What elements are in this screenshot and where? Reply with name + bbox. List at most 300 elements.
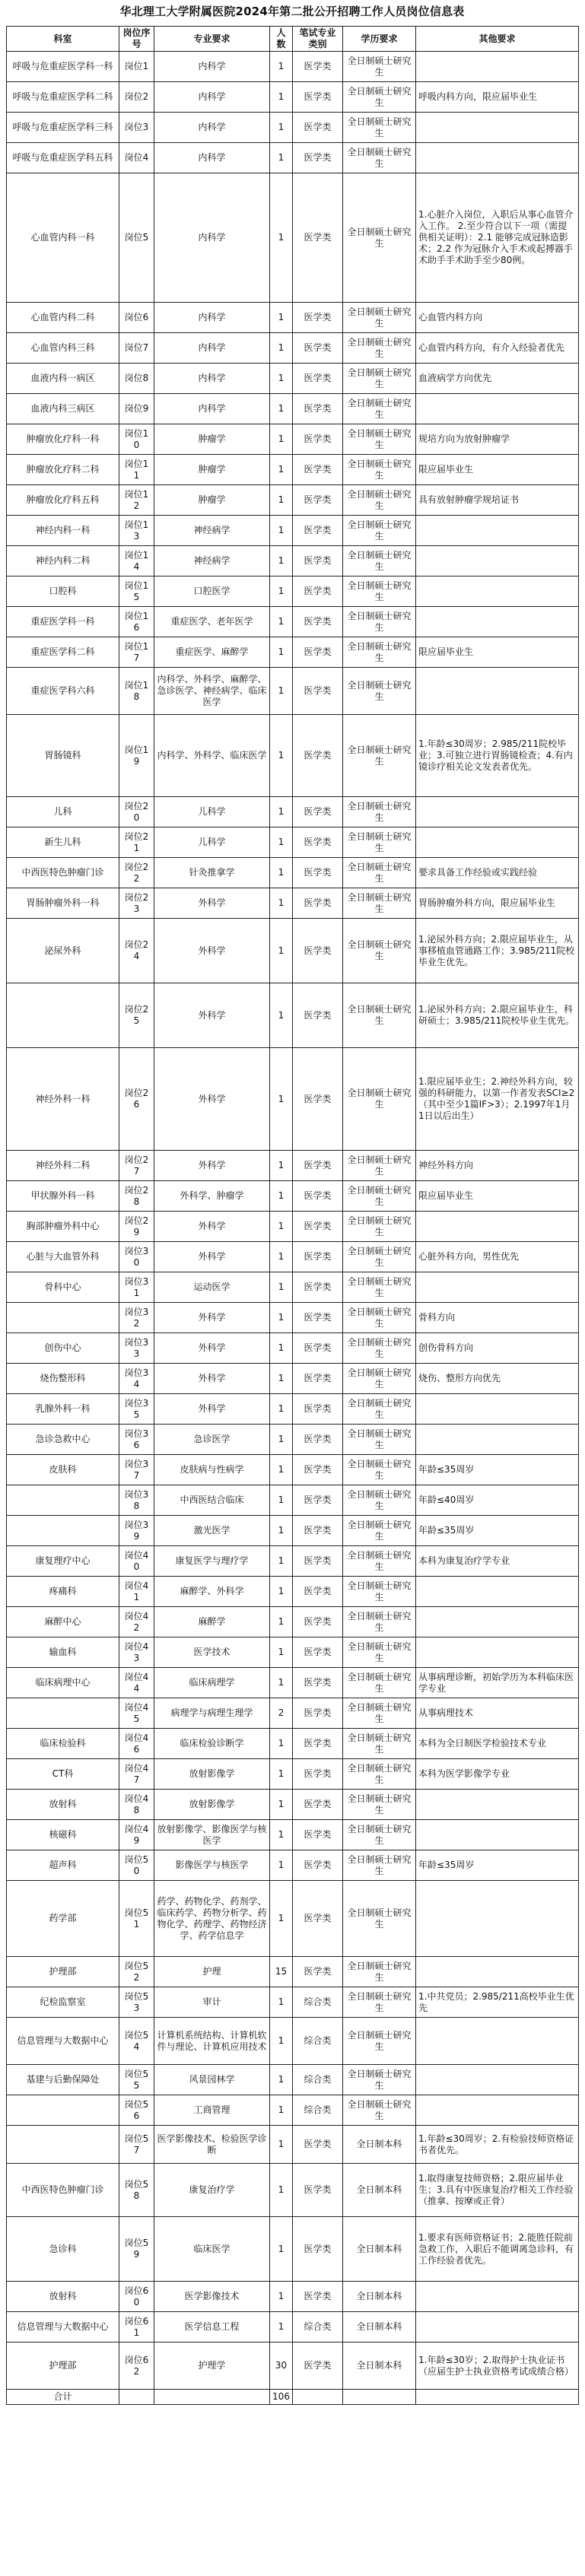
count-cell: 1 bbox=[270, 1181, 293, 1212]
exam-category-cell: 医学类 bbox=[293, 1425, 343, 1455]
exam-category-cell: 医学类 bbox=[293, 2343, 343, 2390]
table-row bbox=[7, 1729, 579, 1759]
department-cell: 肿瘤放化疗科一科 bbox=[7, 424, 119, 455]
department-cell: 基建与后勤保障处 bbox=[7, 2065, 119, 2095]
department-cell: 麻醉中心 bbox=[7, 1607, 119, 1637]
other-requirements-cell bbox=[416, 1425, 579, 1455]
exam-category-cell: 医学类 bbox=[293, 1333, 343, 1364]
table-row bbox=[7, 888, 579, 919]
post-number-cell: 岗位26 bbox=[119, 1048, 154, 1151]
education-cell: 全日制硕士研究生 bbox=[343, 1048, 416, 1151]
education-cell: 全日制硕士研究生 bbox=[343, 1151, 416, 1181]
exam-category-cell: 医学类 bbox=[293, 1516, 343, 1546]
post-number-cell: 岗位62 bbox=[119, 2343, 154, 2390]
department-cell: 胃肠肿瘤外科一科 bbox=[7, 888, 119, 919]
count-cell: 1 bbox=[270, 1364, 293, 1394]
department-cell: 核磁科 bbox=[7, 1820, 119, 1850]
post-number-cell: 岗位38 bbox=[119, 1485, 154, 1516]
education-cell: 全日制硕士研究生 bbox=[343, 1394, 416, 1425]
education-cell: 全日制硕士研究生 bbox=[343, 1759, 416, 1790]
other-requirements-cell: 1.心脏介入岗位，入职后从事心血管介入工作。 2.至少符合以下一项（需提供相关证明）：2.1 能够完成冠脉造影术；2.2 作为冠脉介入手术或起搏器手术助手手术助手至少80例。 bbox=[416, 173, 579, 303]
count-cell: 1 bbox=[270, 2065, 293, 2095]
department-cell: 甲状腺外科一科 bbox=[7, 1181, 119, 1212]
table-row bbox=[7, 303, 579, 333]
education-cell: 全日制硕士研究生 bbox=[343, 1637, 416, 1668]
table-row bbox=[7, 455, 579, 485]
post-number-cell: 岗位6 bbox=[119, 303, 154, 333]
exam-category-cell: 医学类 bbox=[293, 1212, 343, 1242]
count-cell: 1 bbox=[270, 113, 293, 143]
post-number-cell: 岗位15 bbox=[119, 577, 154, 607]
count-cell: 1 bbox=[270, 637, 293, 668]
table-row bbox=[7, 1242, 579, 1272]
other-requirements-cell: 年龄≤35周岁 bbox=[416, 1850, 579, 1881]
count-cell: 1 bbox=[270, 1303, 293, 1333]
exam-category-cell: 医学类 bbox=[293, 52, 343, 82]
post-number-cell: 岗位41 bbox=[119, 1577, 154, 1607]
total-blank-1 bbox=[119, 2390, 154, 2405]
department-cell: 重症医学科六科 bbox=[7, 668, 119, 715]
education-cell: 全日制硕士研究生 bbox=[343, 1790, 416, 1820]
exam-category-cell: 医学类 bbox=[293, 1455, 343, 1485]
other-requirements-cell: 1.中共党员；2.985/211高校毕业生优先 bbox=[416, 1987, 579, 2018]
education-cell: 全日制硕士研究生 bbox=[343, 2095, 416, 2126]
post-number-cell: 岗位34 bbox=[119, 1364, 154, 1394]
major-cell: 康复治疗学 bbox=[154, 2164, 270, 2217]
education-cell: 全日制硕士研究生 bbox=[343, 394, 416, 424]
department-cell: CT科 bbox=[7, 1759, 119, 1790]
education-cell: 全日制硕士研究生 bbox=[343, 1881, 416, 1957]
other-requirements-cell: 1.年龄≤30周岁；2.985/211院校毕业；3.可独立进行胃肠镜检查；4.有内镜诊疗相关论文发表者优先。 bbox=[416, 715, 579, 797]
exam-category-cell: 综合类 bbox=[293, 1987, 343, 2018]
count-cell: 1 bbox=[270, 1668, 293, 1698]
other-requirements-cell bbox=[416, 1394, 579, 1425]
count-cell: 1 bbox=[270, 1850, 293, 1881]
post-number-cell: 岗位49 bbox=[119, 1820, 154, 1850]
table-row bbox=[7, 1151, 579, 1181]
table-row bbox=[7, 2126, 579, 2164]
header-other-requirements: 其他要求 bbox=[416, 27, 579, 52]
post-number-cell: 岗位1 bbox=[119, 52, 154, 82]
table-row bbox=[7, 1668, 579, 1698]
major-cell: 风景园林学 bbox=[154, 2065, 270, 2095]
total-label: 合计 bbox=[7, 2390, 119, 2405]
education-cell: 全日制硕士研究生 bbox=[343, 52, 416, 82]
exam-category-cell: 医学类 bbox=[293, 303, 343, 333]
department-cell: 呼吸与危重症医学科一科 bbox=[7, 52, 119, 82]
exam-category-cell: 医学类 bbox=[293, 424, 343, 455]
post-number-cell: 岗位10 bbox=[119, 424, 154, 455]
major-cell: 重症医学、老年医学 bbox=[154, 607, 270, 637]
education-cell: 全日制硕士研究生 bbox=[343, 577, 416, 607]
other-requirements-cell bbox=[416, 2095, 579, 2126]
other-requirements-cell: 1.取得康复技师资格；2.限应届毕业生；3.具有中医康复治疗相关工作经验（推拿、按摩或正骨） bbox=[416, 2164, 579, 2217]
department-cell: 呼吸与危重症医学科五科 bbox=[7, 143, 119, 173]
exam-category-cell: 医学类 bbox=[293, 1151, 343, 1181]
total-blank-4 bbox=[343, 2390, 416, 2405]
table-row bbox=[7, 173, 579, 303]
exam-category-cell: 医学类 bbox=[293, 1364, 343, 1394]
other-requirements-cell: 心脏外科方向，男性优先 bbox=[416, 1242, 579, 1272]
post-number-cell: 岗位36 bbox=[119, 1425, 154, 1455]
other-requirements-cell: 烧伤、整形方向优先 bbox=[416, 1364, 579, 1394]
other-requirements-cell: 1.要求有医师资格证书；2.能胜任院前急救工作，入职后不能调离急诊科，有工作经验者优先。 bbox=[416, 2217, 579, 2282]
count-cell: 1 bbox=[270, 143, 293, 173]
major-cell: 麻醉学、外科学 bbox=[154, 1577, 270, 1607]
post-number-cell: 岗位30 bbox=[119, 1242, 154, 1272]
table-row bbox=[7, 1425, 579, 1455]
education-cell: 全日制硕士研究生 bbox=[343, 919, 416, 983]
major-cell: 外科学 bbox=[154, 1333, 270, 1364]
count-cell: 1 bbox=[270, 1987, 293, 2018]
exam-category-cell: 医学类 bbox=[293, 607, 343, 637]
count-cell: 1 bbox=[270, 1546, 293, 1577]
department-cell: 药学部 bbox=[7, 1881, 119, 1957]
header-major: 专业要求 bbox=[154, 27, 270, 52]
major-cell: 内科学、外科学、临床医学 bbox=[154, 715, 270, 797]
header-post-number: 岗位序号 bbox=[119, 27, 154, 52]
department-cell: 骨科中心 bbox=[7, 1272, 119, 1303]
table-row bbox=[7, 516, 579, 546]
exam-category-cell: 医学类 bbox=[293, 637, 343, 668]
table-row bbox=[7, 1577, 579, 1607]
exam-category-cell: 医学类 bbox=[293, 668, 343, 715]
education-cell: 全日制硕士研究生 bbox=[343, 637, 416, 668]
count-cell: 1 bbox=[270, 1485, 293, 1516]
department-cell: 神经外科一科 bbox=[7, 1048, 119, 1151]
education-cell: 全日制硕士研究生 bbox=[343, 1957, 416, 1987]
table-row bbox=[7, 113, 579, 143]
post-number-cell: 岗位12 bbox=[119, 485, 154, 516]
table-row bbox=[7, 1048, 579, 1151]
post-number-cell: 岗位5 bbox=[119, 173, 154, 303]
major-cell: 放射影像学 bbox=[154, 1790, 270, 1820]
education-cell: 全日制硕士研究生 bbox=[343, 113, 416, 143]
table-row bbox=[7, 546, 579, 577]
exam-category-cell: 医学类 bbox=[293, 1577, 343, 1607]
other-requirements-cell: 1.年龄≤30岁；2.取得护士执业证书（应届生护士执业资格考试成绩合格） bbox=[416, 2343, 579, 2390]
post-number-cell: 岗位46 bbox=[119, 1729, 154, 1759]
table-row bbox=[7, 485, 579, 516]
table-row bbox=[7, 1881, 579, 1957]
major-cell: 外科学 bbox=[154, 1048, 270, 1151]
major-cell: 护理 bbox=[154, 1957, 270, 1987]
post-number-cell: 岗位22 bbox=[119, 858, 154, 888]
department-cell: 护理部 bbox=[7, 2343, 119, 2390]
department-cell: 肿瘤放化疗科五科 bbox=[7, 485, 119, 516]
education-cell: 全日制硕士研究生 bbox=[343, 1425, 416, 1455]
exam-category-cell: 医学类 bbox=[293, 797, 343, 827]
other-requirements-cell: 从事病理诊断，初始学历为本科临床医学专业 bbox=[416, 1668, 579, 1698]
exam-category-cell: 医学类 bbox=[293, 715, 343, 797]
table-row bbox=[7, 2343, 579, 2390]
major-cell: 外科学、肿瘤学 bbox=[154, 1181, 270, 1212]
post-number-cell: 岗位39 bbox=[119, 1516, 154, 1546]
major-cell: 医学影像技术 bbox=[154, 2282, 270, 2312]
exam-category-cell: 综合类 bbox=[293, 2095, 343, 2126]
table-row bbox=[7, 2065, 579, 2095]
education-cell: 全日制硕士研究生 bbox=[343, 516, 416, 546]
post-number-cell: 岗位43 bbox=[119, 1637, 154, 1668]
table-row bbox=[7, 607, 579, 637]
other-requirements-cell: 年龄≤40周岁 bbox=[416, 1485, 579, 1516]
table-row bbox=[7, 1485, 579, 1516]
exam-category-cell: 医学类 bbox=[293, 1607, 343, 1637]
education-cell: 全日制硕士研究生 bbox=[343, 173, 416, 303]
department-cell: 放射科 bbox=[7, 2282, 119, 2312]
count-cell: 1 bbox=[270, 333, 293, 364]
major-cell: 口腔医学 bbox=[154, 577, 270, 607]
education-cell: 全日制硕士研究生 bbox=[343, 1485, 416, 1516]
exam-category-cell: 医学类 bbox=[293, 82, 343, 113]
count-cell: 15 bbox=[270, 1957, 293, 1987]
exam-category-cell: 医学类 bbox=[293, 1048, 343, 1151]
table-row bbox=[7, 919, 579, 983]
other-requirements-cell: 限应届毕业生 bbox=[416, 455, 579, 485]
exam-category-cell: 医学类 bbox=[293, 1637, 343, 1668]
table-row bbox=[7, 577, 579, 607]
exam-category-cell: 医学类 bbox=[293, 2126, 343, 2164]
department-cell: 信息管理与大数据中心 bbox=[7, 2018, 119, 2065]
education-cell: 全日制硕士研究生 bbox=[343, 1455, 416, 1485]
department-cell: 临床检验科 bbox=[7, 1729, 119, 1759]
count-cell: 1 bbox=[270, 1425, 293, 1455]
count-cell: 1 bbox=[270, 1151, 293, 1181]
education-cell: 全日制硕士研究生 bbox=[343, 2065, 416, 2095]
count-cell: 1 bbox=[270, 52, 293, 82]
table-row bbox=[7, 424, 579, 455]
major-cell: 运动医学 bbox=[154, 1272, 270, 1303]
department-cell: 护理部 bbox=[7, 1957, 119, 1987]
count-cell: 1 bbox=[270, 546, 293, 577]
count-cell: 1 bbox=[270, 1607, 293, 1637]
department-cell: 重症医学科二科 bbox=[7, 637, 119, 668]
table-row bbox=[7, 2312, 579, 2343]
major-cell: 医学技术 bbox=[154, 1637, 270, 1668]
other-requirements-cell bbox=[416, 1212, 579, 1242]
post-number-cell: 岗位28 bbox=[119, 1181, 154, 1212]
exam-category-cell: 医学类 bbox=[293, 2217, 343, 2282]
department-cell: 新生儿科 bbox=[7, 827, 119, 858]
post-number-cell: 岗位47 bbox=[119, 1759, 154, 1790]
major-cell: 神经病学 bbox=[154, 546, 270, 577]
major-cell: 审计 bbox=[154, 1987, 270, 2018]
other-requirements-cell bbox=[416, 1790, 579, 1820]
education-cell: 全日制本科 bbox=[343, 2164, 416, 2217]
other-requirements-cell: 1.泌尿外科方向；2.限应届毕业生，从事移植血管通路工作；3.985/211院校毕业生优先。 bbox=[416, 919, 579, 983]
major-cell: 外科学 bbox=[154, 1394, 270, 1425]
other-requirements-cell: 限应届毕业生 bbox=[416, 637, 579, 668]
table-row bbox=[7, 1394, 579, 1425]
department-cell: 肿瘤放化疗科二科 bbox=[7, 455, 119, 485]
count-cell: 1 bbox=[270, 2164, 293, 2217]
count-cell: 1 bbox=[270, 1729, 293, 1759]
other-requirements-cell bbox=[416, 607, 579, 637]
post-number-cell: 岗位9 bbox=[119, 394, 154, 424]
education-cell: 全日制硕士研究生 bbox=[343, 1850, 416, 1881]
exam-category-cell: 医学类 bbox=[293, 1242, 343, 1272]
post-number-cell: 岗位45 bbox=[119, 1698, 154, 1729]
major-cell: 肿瘤学 bbox=[154, 455, 270, 485]
total-blank-5 bbox=[416, 2390, 579, 2405]
major-cell: 外科学 bbox=[154, 983, 270, 1048]
count-cell: 1 bbox=[270, 1637, 293, 1668]
post-number-cell: 岗位16 bbox=[119, 607, 154, 637]
header-education: 学历要求 bbox=[343, 27, 416, 52]
exam-category-cell: 医学类 bbox=[293, 1957, 343, 1987]
other-requirements-cell: 从事病理技术 bbox=[416, 1698, 579, 1729]
total-value: 106 bbox=[270, 2390, 293, 2405]
exam-category-cell: 医学类 bbox=[293, 858, 343, 888]
other-requirements-cell: 限应届毕业生 bbox=[416, 1181, 579, 1212]
exam-category-cell: 医学类 bbox=[293, 1729, 343, 1759]
other-requirements-cell: 1.年龄≤30周岁；2.有检验技师资格证书者优先。 bbox=[416, 2126, 579, 2164]
exam-category-cell: 医学类 bbox=[293, 2282, 343, 2312]
exam-category-cell: 医学类 bbox=[293, 394, 343, 424]
post-number-cell: 岗位18 bbox=[119, 668, 154, 715]
other-requirements-cell: 血液病学方向优先 bbox=[416, 364, 579, 394]
post-number-cell: 岗位11 bbox=[119, 455, 154, 485]
count-cell: 1 bbox=[270, 919, 293, 983]
count-cell: 1 bbox=[270, 2126, 293, 2164]
other-requirements-cell bbox=[416, 143, 579, 173]
education-cell: 全日制本科 bbox=[343, 2282, 416, 2312]
count-cell: 1 bbox=[270, 2312, 293, 2343]
table-row bbox=[7, 364, 579, 394]
count-cell: 1 bbox=[270, 1455, 293, 1485]
count-cell: 1 bbox=[270, 1048, 293, 1151]
count-cell: 1 bbox=[270, 394, 293, 424]
table-row bbox=[7, 394, 579, 424]
major-cell: 急诊医学 bbox=[154, 1425, 270, 1455]
department-cell: 泌尿外科 bbox=[7, 919, 119, 983]
education-cell: 全日制硕士研究生 bbox=[343, 797, 416, 827]
other-requirements-cell bbox=[416, 827, 579, 858]
major-cell: 肿瘤学 bbox=[154, 485, 270, 516]
count-cell: 1 bbox=[270, 424, 293, 455]
table-row bbox=[7, 2095, 579, 2126]
department-cell bbox=[7, 2095, 119, 2126]
major-cell: 内科学 bbox=[154, 143, 270, 173]
education-cell: 全日制本科 bbox=[343, 2217, 416, 2282]
department-cell: 胃肠镜科 bbox=[7, 715, 119, 797]
major-cell: 神经病学 bbox=[154, 516, 270, 546]
table-row bbox=[7, 1272, 579, 1303]
education-cell: 全日制硕士研究生 bbox=[343, 827, 416, 858]
table-row bbox=[7, 2164, 579, 2217]
department-cell: 中西医特色肿瘤门诊 bbox=[7, 2164, 119, 2217]
exam-category-cell: 医学类 bbox=[293, 173, 343, 303]
table-row bbox=[7, 715, 579, 797]
table-row bbox=[7, 668, 579, 715]
exam-category-cell: 医学类 bbox=[293, 1881, 343, 1957]
post-number-cell: 岗位19 bbox=[119, 715, 154, 797]
count-cell: 1 bbox=[270, 1820, 293, 1850]
education-cell: 全日制硕士研究生 bbox=[343, 983, 416, 1048]
header-department: 科室 bbox=[7, 27, 119, 52]
major-cell: 临床病理学 bbox=[154, 1668, 270, 1698]
department-cell bbox=[7, 983, 119, 1048]
post-number-cell: 岗位20 bbox=[119, 797, 154, 827]
department-cell bbox=[7, 1698, 119, 1729]
major-cell: 护理学 bbox=[154, 2343, 270, 2390]
count-cell: 1 bbox=[270, 1272, 293, 1303]
post-number-cell: 岗位61 bbox=[119, 2312, 154, 2343]
exam-category-cell: 医学类 bbox=[293, 1394, 343, 1425]
education-cell: 全日制硕士研究生 bbox=[343, 1242, 416, 1272]
post-number-cell: 岗位60 bbox=[119, 2282, 154, 2312]
education-cell: 全日制硕士研究生 bbox=[343, 715, 416, 797]
exam-category-cell: 医学类 bbox=[293, 113, 343, 143]
major-cell: 外科学 bbox=[154, 1151, 270, 1181]
major-cell: 内科学、外科学、麻醉学、急诊医学、神经病学、临床医学 bbox=[154, 668, 270, 715]
education-cell: 全日制硕士研究生 bbox=[343, 1668, 416, 1698]
education-cell: 全日制本科 bbox=[343, 2312, 416, 2343]
major-cell: 放射影像学 bbox=[154, 1759, 270, 1790]
post-number-cell: 岗位13 bbox=[119, 516, 154, 546]
major-cell: 外科学 bbox=[154, 888, 270, 919]
count-cell: 1 bbox=[270, 1333, 293, 1364]
education-cell: 全日制硕士研究生 bbox=[343, 1516, 416, 1546]
major-cell: 临床检验诊断学 bbox=[154, 1729, 270, 1759]
post-number-cell: 岗位8 bbox=[119, 364, 154, 394]
count-cell: 1 bbox=[270, 577, 293, 607]
other-requirements-cell: 心血管内科方向 bbox=[416, 303, 579, 333]
other-requirements-cell bbox=[416, 2312, 579, 2343]
count-cell: 1 bbox=[270, 888, 293, 919]
other-requirements-cell: 胃肠肿瘤外科方向，限应届毕业生 bbox=[416, 888, 579, 919]
table-row bbox=[7, 82, 579, 113]
post-number-cell: 岗位42 bbox=[119, 1607, 154, 1637]
count-cell: 1 bbox=[270, 1242, 293, 1272]
count-cell: 1 bbox=[270, 2217, 293, 2282]
other-requirements-cell: 神经外科方向 bbox=[416, 1151, 579, 1181]
education-cell: 全日制硕士研究生 bbox=[343, 1607, 416, 1637]
table-row bbox=[7, 2217, 579, 2282]
major-cell: 儿科学 bbox=[154, 827, 270, 858]
education-cell: 全日制硕士研究生 bbox=[343, 1333, 416, 1364]
major-cell: 儿科学 bbox=[154, 797, 270, 827]
major-cell: 内科学 bbox=[154, 52, 270, 82]
exam-category-cell: 医学类 bbox=[293, 1759, 343, 1790]
exam-category-cell: 综合类 bbox=[293, 2065, 343, 2095]
department-cell: 急诊急救中心 bbox=[7, 1425, 119, 1455]
table-row bbox=[7, 1987, 579, 2018]
major-cell: 病理学与病理生理学 bbox=[154, 1698, 270, 1729]
post-number-cell: 岗位54 bbox=[119, 2018, 154, 2065]
post-number-cell: 岗位50 bbox=[119, 1850, 154, 1881]
post-number-cell: 岗位4 bbox=[119, 143, 154, 173]
exam-category-cell: 医学类 bbox=[293, 888, 343, 919]
table-row bbox=[7, 1212, 579, 1242]
post-number-cell: 岗位53 bbox=[119, 1987, 154, 2018]
major-cell: 外科学 bbox=[154, 1364, 270, 1394]
major-cell: 内科学 bbox=[154, 113, 270, 143]
major-cell: 工商管理 bbox=[154, 2095, 270, 2126]
department-cell bbox=[7, 1516, 119, 1546]
post-number-cell: 岗位7 bbox=[119, 333, 154, 364]
education-cell: 全日制硕士研究生 bbox=[343, 2018, 416, 2065]
table-row bbox=[7, 858, 579, 888]
major-cell: 重症医学、麻醉学 bbox=[154, 637, 270, 668]
education-cell: 全日制硕士研究生 bbox=[343, 607, 416, 637]
table-row bbox=[7, 52, 579, 82]
count-cell: 1 bbox=[270, 485, 293, 516]
major-cell: 激光医学 bbox=[154, 1516, 270, 1546]
department-cell bbox=[7, 1485, 119, 1516]
department-cell: 烧伤整形科 bbox=[7, 1364, 119, 1394]
exam-category-cell: 医学类 bbox=[293, 364, 343, 394]
